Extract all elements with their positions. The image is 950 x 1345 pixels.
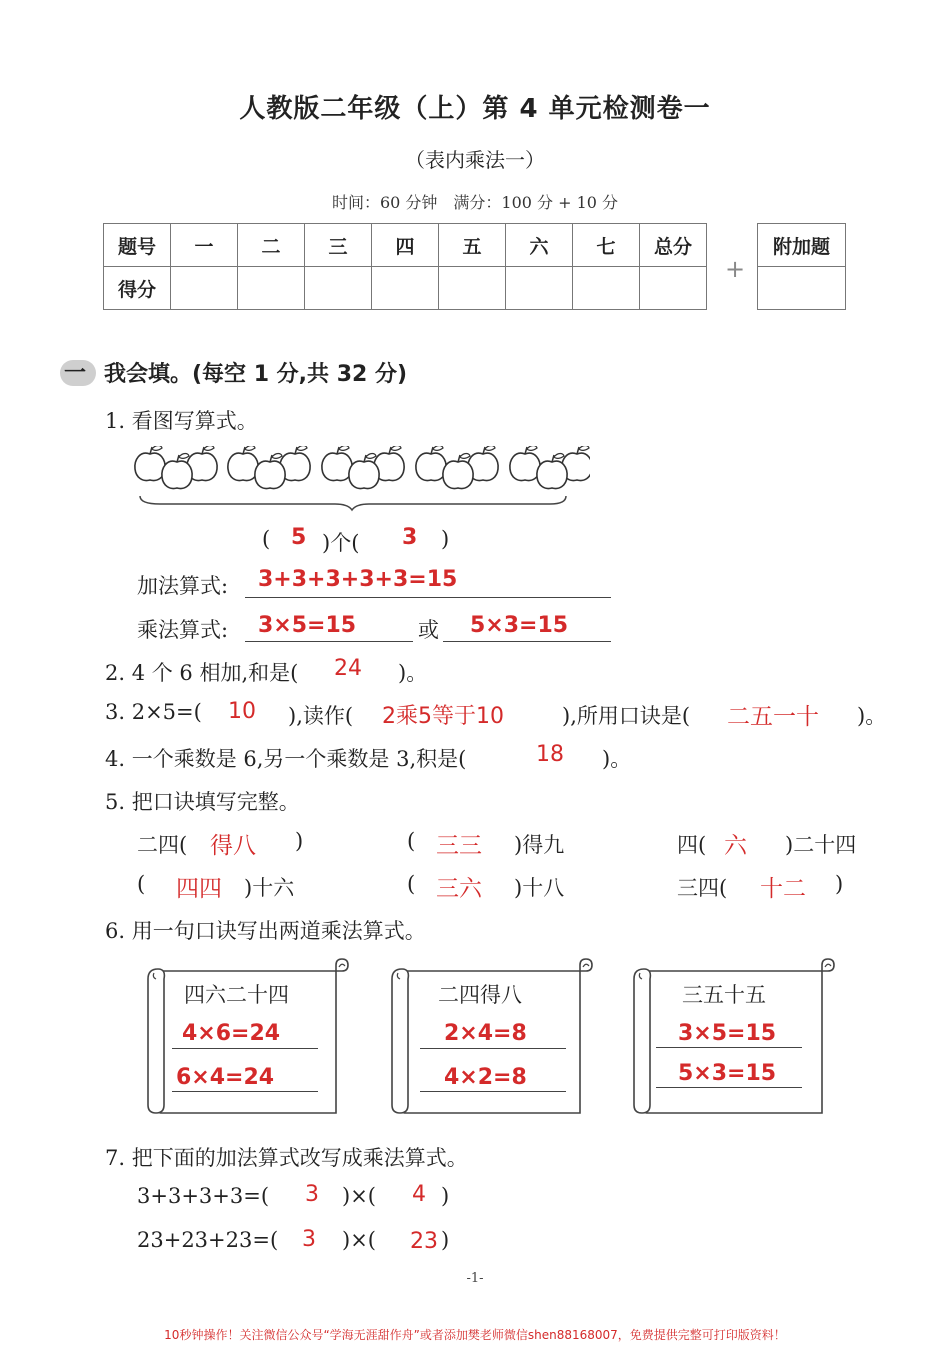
score-header-cell: 总分	[640, 224, 707, 267]
q1-paren-close: )	[441, 527, 450, 551]
score-cell	[171, 267, 238, 310]
score-cell	[238, 267, 305, 310]
scroll-answer-line	[420, 1091, 566, 1092]
q1-paren-open: (	[262, 527, 271, 551]
q3-prefix: 3. 2×5=(	[105, 700, 202, 724]
score-header-cell: 五	[439, 224, 506, 267]
page-subtitle: （表内乘法一）	[405, 148, 545, 172]
scroll-equation: 4×6=24	[182, 1021, 281, 1046]
brace	[140, 496, 566, 510]
q3-mid2: ),所用口诀是(	[562, 704, 691, 728]
q5-prompt: 5. 把口诀填写完整。	[105, 790, 300, 814]
q1-groups-answer: 5	[291, 525, 307, 550]
q5-r1c2-answer: 三三	[436, 833, 482, 859]
q5-r2c2-answer: 三六	[436, 876, 482, 902]
page-title: 人教版二年级（上）第 4 单元检测卷一	[239, 94, 711, 124]
q5-r1c1-post: )	[295, 829, 304, 853]
q5-r2c3-post: )	[835, 872, 844, 896]
score-header-cell: 二	[238, 224, 305, 267]
score-header-cell: 一	[171, 224, 238, 267]
q1-mul-underline2	[443, 641, 611, 642]
scroll-answer-line	[420, 1048, 566, 1049]
scroll-equation: 2×4=8	[444, 1021, 527, 1046]
apple-group	[510, 446, 590, 489]
scroll-rhyme: 三五十五	[682, 983, 766, 1007]
q5-r2c1-pre: (	[137, 872, 146, 896]
scroll-card	[140, 957, 350, 1115]
extra-header-cell: 附加题	[758, 224, 846, 267]
q1-mul-answer2: 5×3=15	[470, 613, 569, 638]
q7-line2-answer-b: 23	[410, 1229, 438, 1254]
scroll-card	[626, 957, 836, 1115]
score-cell	[506, 267, 573, 310]
score-cell	[305, 267, 372, 310]
q5-r1c2-pre: (	[407, 829, 416, 853]
scroll-answer-line	[656, 1087, 802, 1088]
q1-or: 或	[418, 618, 439, 642]
apple-group	[228, 446, 310, 489]
extra-score-table	[757, 223, 846, 310]
scroll-rhyme: 四六二十四	[184, 983, 289, 1007]
q5-r2c1-post: )十六	[244, 876, 295, 900]
scroll-answer-line	[172, 1048, 318, 1049]
q3-answer1: 10	[228, 699, 256, 724]
score-header-cell: 三	[305, 224, 372, 267]
scroll-answer-line	[172, 1091, 318, 1092]
page-number: -1-	[466, 1271, 484, 1286]
q5-r1c3-pre: 四(	[677, 833, 707, 857]
q3-suffix: )。	[857, 704, 887, 728]
q5-r2c3-pre: 三四(	[677, 876, 728, 900]
q1-add-label: 加法算式:	[137, 574, 229, 598]
q5-r2c1-answer: 四四	[176, 876, 222, 902]
scroll-card	[384, 957, 594, 1115]
q2-suffix: )。	[398, 661, 428, 685]
q1-mul-answer1: 3×5=15	[258, 613, 357, 638]
q7-line1-answer-b: 4	[412, 1182, 426, 1207]
apples-illustration	[130, 446, 590, 512]
q7-line1-mid: )×(	[342, 1184, 376, 1208]
scroll-equation: 4×2=8	[444, 1065, 527, 1090]
scroll-answer-line	[656, 1047, 802, 1048]
q1-add-answer: 3+3+3+3+3=15	[258, 567, 458, 592]
score-table	[103, 223, 707, 310]
q7-line2-post: )	[441, 1228, 450, 1252]
q1-add-underline	[245, 597, 611, 598]
q5-r1c2-post: )得九	[514, 833, 565, 857]
q1-paren-mid: )个(	[322, 531, 360, 555]
q7-line1-post: )	[441, 1184, 450, 1208]
q1-mul-underline1	[245, 641, 413, 642]
score-cell	[573, 267, 640, 310]
q3-mid1: ),读作(	[288, 704, 354, 728]
q5-r1c3-post: )二十四	[785, 833, 857, 857]
q7-line1-answer-a: 3	[305, 1182, 319, 1207]
q7-prompt: 7. 把下面的加法算式改写成乘法算式。	[105, 1146, 468, 1170]
q5-r2c2-pre: (	[407, 872, 416, 896]
score-header-cell: 四	[372, 224, 439, 267]
q5-r2c2-post: )十八	[514, 876, 565, 900]
score-header-cell: 七	[573, 224, 640, 267]
q1-mul-label: 乘法算式:	[137, 618, 229, 642]
score-header-cell: 六	[506, 224, 573, 267]
q2-answer: 24	[334, 656, 362, 681]
q4-prefix: 4. 一个乘数是 6,另一个乘数是 3,积是(	[105, 747, 467, 771]
section-title: 我会填。(每空 1 分,共 32 分)	[104, 362, 408, 387]
scroll-rhyme: 二四得八	[438, 983, 522, 1007]
score-row-label: 得分	[104, 267, 171, 310]
q5-r1c1-pre: 二四(	[137, 833, 188, 857]
q3-answer3: 二五一十	[727, 704, 819, 730]
q7-line2-pre: 23+23+23=(	[137, 1228, 279, 1252]
apple-group	[135, 446, 217, 489]
q2-prefix: 2. 4 个 6 相加,和是(	[105, 661, 299, 685]
scroll-equation: 3×5=15	[678, 1021, 777, 1046]
score-header-cell: 题号	[104, 224, 171, 267]
q7-line2-mid: )×(	[342, 1228, 376, 1252]
scroll-equation: 5×3=15	[678, 1061, 777, 1086]
q5-r1c1-answer: 得八	[210, 833, 256, 859]
q7-line2-answer-a: 3	[302, 1227, 316, 1252]
q4-answer: 18	[536, 742, 564, 767]
footer-promo: 10秒钟操作！关注微信公众号“学海无涯甜作舟”或者添加樊老师微信shen88168007，免费提供完整可打印版资料！	[164, 1328, 786, 1342]
q7-line1-pre: 3+3+3+3=(	[137, 1184, 270, 1208]
q3-answer2: 2乘5等于10	[382, 704, 504, 729]
extra-score-cell	[758, 267, 846, 310]
q5-r2c3-answer: 十二	[760, 876, 806, 902]
exam-info: 时间：60 分钟 满分：100 分 + 10 分	[331, 193, 619, 212]
q1-each-answer: 3	[402, 525, 418, 550]
score-value-row	[104, 267, 707, 310]
score-header-row	[104, 224, 707, 267]
apple-group	[416, 446, 498, 489]
apple-group	[322, 446, 404, 489]
section-number: 一	[64, 361, 87, 386]
scroll-equation: 6×4=24	[176, 1065, 275, 1090]
q5-r1c3-answer: 六	[724, 833, 747, 859]
q1-prompt: 1. 看图写算式。	[105, 409, 258, 433]
q4-suffix: )。	[602, 747, 632, 771]
score-cell	[640, 267, 707, 310]
score-cell	[372, 267, 439, 310]
plus-sign: +	[725, 255, 746, 283]
q6-prompt: 6. 用一句口诀写出两道乘法算式。	[105, 919, 426, 943]
score-cell	[439, 267, 506, 310]
